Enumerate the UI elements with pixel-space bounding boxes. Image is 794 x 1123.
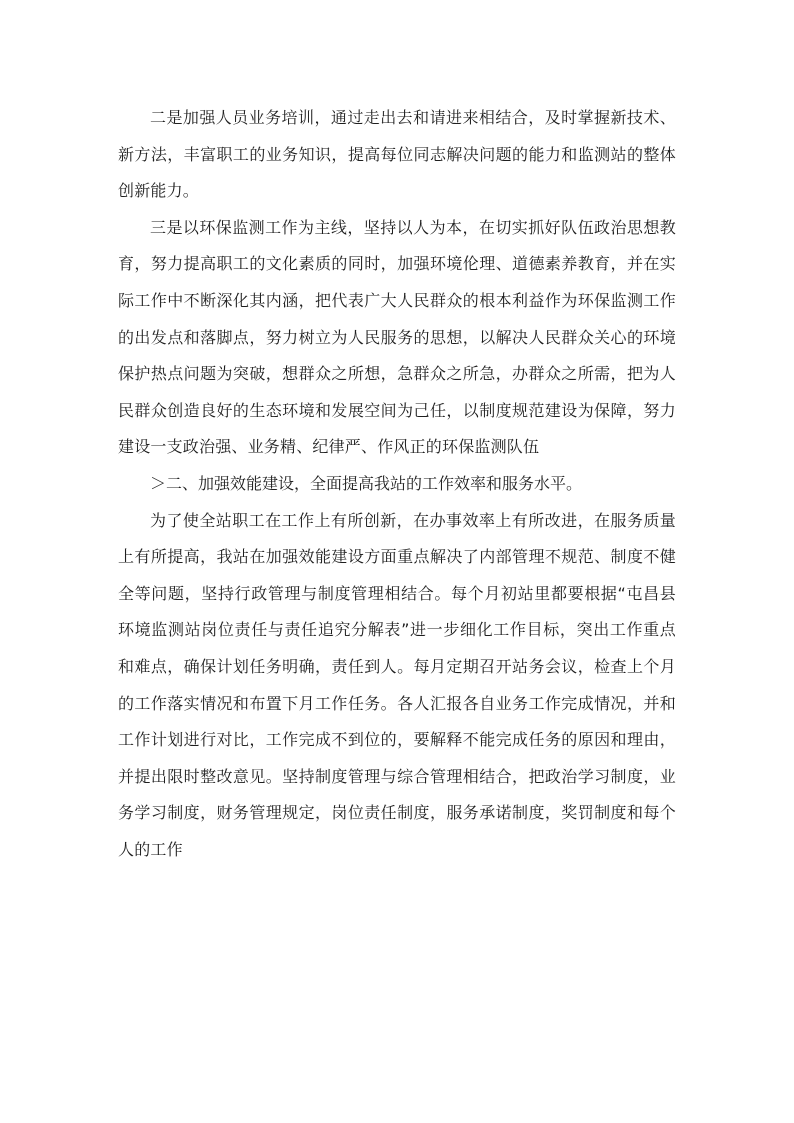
section-heading: ＞二、加强效能建设，全面提高我站的工作效率和服务水平。: [150, 473, 583, 493]
paragraph-main-line: 三是以环保监测工作为主线，坚持以人为本，在切实抓好队伍政治思想教育，努力提高职工的文化素质的同时，加强环境伦理、道德素养教育，并在实际工作中不断深化其内涵，把代表广大人民群众的根本利益作为环保监测工作的出发点和落脚点，努力树立为人民服务的思想，以解决人民群众关心的环境保护热点问题为突破，想群众之所想，急群众之所急，办群众之所需，把为人民群众创造良好的生态环境和发展空间为己任，以制度规范建设为保障，努力建设一支政治强、业务精、纪律严、作风正的环保监测队伍: [118, 217, 676, 457]
document-page: [118, 100, 676, 868]
paragraph-training: 二是加强人员业务培训，通过走出去和请进来相结合，及时掌握新技术、新方法，丰富职工的业务知识，提高每位同志解决问题的能力和监测站的整体创新能力。: [118, 108, 676, 201]
paragraph-efficiency: 为了使全站职工在工作上有所创新，在办事效率上有所改进，在服务质量上有所提高，我站在加强效能建设方面重点解决了内部管理不规范、制度不健全等问题，坚持行政管理与制度管理相结合。每个月初站里都要根据“屯昌县环境监测站岗位责任与责任追究分解表”进一步细化工作目标，突出工作重点和难点，确保计划任务明确，责任到人。每月定期召开站务会议，检查上个月的工作落实情况和布置下月工作任务。各人汇报各自业务工作完成情况，并和工作计划进行对比，工作完成不到位的，要解释不能完成任务的原因和理由，并提出限时整改意见。坚持制度管理与综合管理相结合，把政治学习制度，业务学习制度，财务管理规定，岗位责任制度，服务承诺制度，奖罚制度和每个人的工作: [118, 510, 676, 859]
